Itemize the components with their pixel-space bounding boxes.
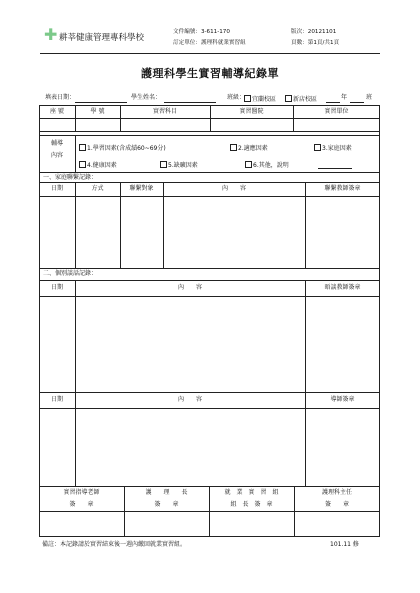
s1-header-date: 日期 [50, 185, 63, 192]
row-divider [39, 196, 380, 197]
row-divider [39, 268, 380, 269]
col-divider [163, 182, 164, 268]
campus-a-checkbox[interactable] [244, 95, 251, 102]
version: 版次：20121101 [291, 29, 337, 35]
col-divider [305, 182, 306, 268]
logo-cross-icon: ✚ [44, 25, 58, 44]
campus-a-option[interactable] [244, 95, 276, 103]
option-health[interactable] [79, 161, 117, 169]
option-checkbox[interactable] [79, 144, 86, 151]
header-student-id: 學 號 [90, 108, 105, 115]
s1-header-contact: 聯繫對象 [129, 185, 154, 192]
section2-title: 二、個別談話記錄： [43, 270, 98, 277]
footer-revision: 101.11 修 [330, 541, 359, 548]
option-label: 2.適應因素 [238, 145, 268, 152]
s2b-header-signature: 導師簽章 [330, 396, 355, 403]
s2a-header-signature: 晤談教師簽章 [324, 284, 361, 291]
campus-b-option[interactable] [285, 95, 317, 103]
guidance-label-1: 輔導 [50, 140, 63, 147]
footer-note: 備註：本記錄請於實習結束後一週內繳回就業實習組。 [42, 541, 187, 548]
class-suffix: 班 [366, 94, 373, 101]
option-checkbox[interactable] [230, 144, 237, 151]
option-checkbox[interactable] [314, 144, 321, 151]
option-label: 3.家庭因素 [322, 145, 352, 152]
s2a-header-date: 日期 [50, 284, 63, 291]
form-frame [39, 105, 380, 537]
col-divider [75, 280, 76, 392]
option-label: 4.健康因素 [87, 162, 117, 169]
doc-number: 文件編號：3-611-170 [173, 29, 230, 35]
option-label: 5.缺曠因素 [168, 162, 198, 169]
student-name-label: 學生姓名： [131, 94, 162, 101]
class-field[interactable] [350, 102, 364, 103]
guidance-label-2: 內容 [50, 152, 63, 159]
row-divider [39, 296, 380, 297]
class-label: 班級： [227, 94, 246, 101]
row-divider [39, 182, 380, 183]
sig-internship-line1: 就 業 實 習 組 [224, 489, 279, 496]
option-other[interactable] [245, 161, 289, 169]
campus-b-label: 新店校區 [293, 96, 318, 103]
option-learning[interactable] [79, 144, 166, 152]
col-divider [75, 135, 76, 172]
col-divider [305, 280, 306, 392]
option-adaptation[interactable] [230, 144, 268, 152]
campus-b-checkbox[interactable] [285, 95, 292, 102]
header-seat-number: 座 號 [50, 108, 64, 115]
row-divider [39, 408, 380, 409]
row-divider [39, 392, 380, 393]
col-divider [75, 392, 76, 486]
sig-headnurse-line1: 護 理 長 [145, 489, 188, 496]
s1-header-signature: 聯繫教師簽章 [324, 185, 361, 192]
option-absence[interactable] [160, 161, 198, 169]
school-name: 耕莘健康管理專科學校 [59, 33, 145, 43]
row-divider [39, 131, 380, 132]
section1-title: 一、家庭聯繫記錄： [43, 174, 98, 181]
issuing-unit: 訂定單位：護理科就業實習組 [173, 40, 246, 46]
sig-headnurse-line2: 簽 章 [154, 501, 179, 508]
col-divider [75, 182, 76, 268]
option-family[interactable] [314, 144, 352, 152]
header-divider [40, 53, 380, 54]
col-divider [120, 182, 121, 268]
s2a-header-content: 內 容 [177, 284, 202, 291]
header-hospital: 實習醫院 [239, 108, 264, 115]
option-label: 6.其他，說明 [253, 162, 289, 169]
student-name-field[interactable] [164, 102, 216, 103]
page-count: 頁數：第1頁/共1頁 [291, 40, 340, 46]
sig-instructor-line1: 實習指導老師 [63, 489, 100, 496]
sig-internship-line2: 組 長 簽 章 [230, 501, 273, 508]
option-checkbox[interactable] [79, 161, 86, 168]
year-label: 年 [341, 94, 348, 101]
fill-date-label: 填表日期： [45, 94, 76, 101]
s2b-header-content: 內 容 [177, 396, 202, 403]
campus-a-label: 宜蘭校區 [252, 96, 277, 103]
sig-director-line1: 護理科主任 [321, 489, 352, 496]
sig-instructor-line2: 簽 章 [69, 501, 94, 508]
row-divider [39, 280, 380, 281]
col-divider [305, 392, 306, 486]
option-checkbox[interactable] [160, 161, 167, 168]
sig-director-line2: 簽 章 [324, 501, 349, 508]
fill-date-field[interactable] [75, 102, 127, 103]
row-divider [39, 135, 380, 136]
option-label: 1.學習因素(含成績60~69分) [87, 145, 166, 152]
form-title: 護理科學生實習輔導紀錄單 [141, 67, 279, 80]
header-unit: 實習單位 [324, 108, 349, 115]
option-checkbox[interactable] [245, 161, 252, 168]
s2b-header-date: 日期 [50, 396, 63, 403]
year-field[interactable] [326, 102, 340, 103]
row-divider [39, 172, 380, 173]
other-explanation-field[interactable] [318, 168, 352, 169]
s1-header-method: 方式 [91, 185, 104, 192]
header-subject: 實習科目 [152, 108, 177, 115]
s1-header-content: 內 容 [221, 185, 246, 192]
